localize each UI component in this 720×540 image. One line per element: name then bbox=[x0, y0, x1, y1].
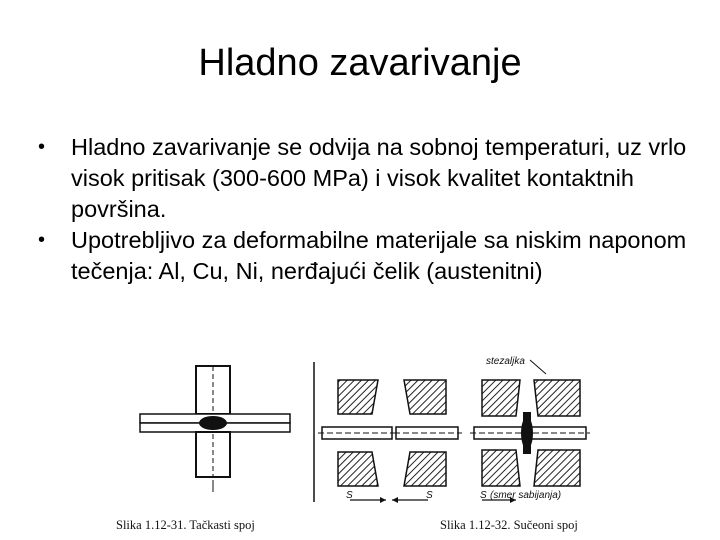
bullet-text: Hladno zavarivanje se odvija na sobnoj temperaturi, uz vrlo visok pritisak (300-600 MPa) i visok kvalitet kontaktnih površina. bbox=[71, 134, 687, 222]
bullet-dot: • bbox=[38, 136, 46, 158]
force-label-1: S bbox=[346, 490, 353, 501]
butt-joint-drawing bbox=[318, 360, 590, 503]
bullet-dot: • bbox=[38, 229, 46, 251]
clamp-label: stezaljka bbox=[486, 356, 525, 367]
force-label-3: S bbox=[480, 490, 487, 501]
direction-label: (smer sabijanja) bbox=[490, 490, 562, 501]
caption-point-joint: Slika 1.12-31. Tačkasti spoj bbox=[116, 518, 255, 532]
bullet-text: Upotrebljivo za deformabilne materijale sa niskim naponom tečenja: Al, Cu, Ni, nerđajući čelik (austenitni) bbox=[71, 227, 687, 284]
force-label-2: S bbox=[426, 490, 433, 501]
bullet-list bbox=[38, 132, 698, 287]
caption-butt-joint: Slika 1.12-32. Sučeoni spoj bbox=[440, 518, 578, 532]
bullet-item bbox=[38, 225, 698, 287]
bullet-item bbox=[38, 132, 698, 225]
slide-title: Hladno zavarivanje bbox=[198, 42, 522, 84]
welding-figure bbox=[0, 352, 720, 540]
point-joint-drawing bbox=[140, 366, 290, 492]
